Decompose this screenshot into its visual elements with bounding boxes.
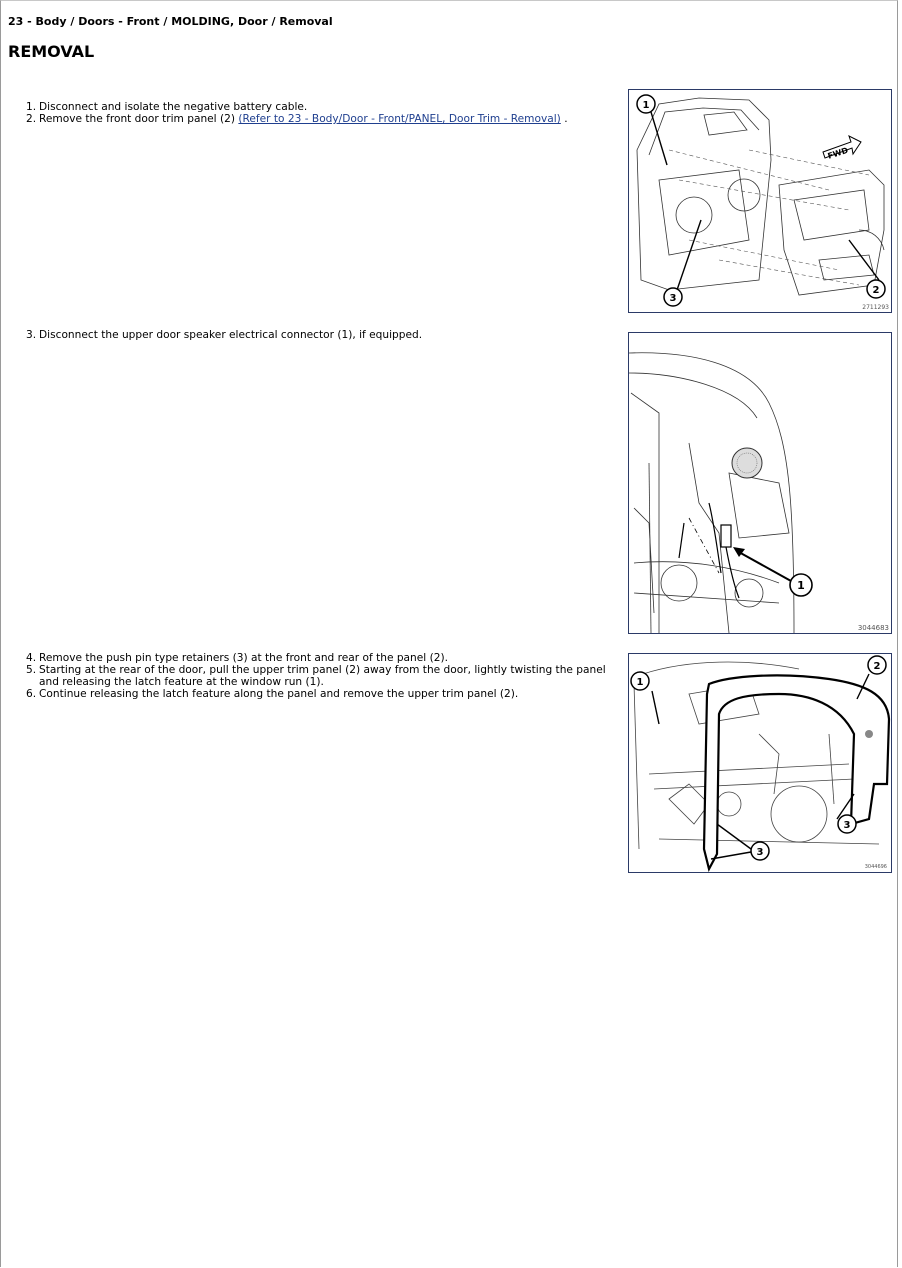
step-text: Disconnect and isolate the negative battery cable. bbox=[39, 101, 308, 113]
svg-text:3: 3 bbox=[756, 847, 764, 858]
step-number: 5. bbox=[26, 664, 37, 676]
svg-text:2: 2 bbox=[873, 661, 881, 672]
svg-text:3: 3 bbox=[843, 820, 851, 831]
step-text: Remove the front door trim panel (2) bbox=[39, 113, 239, 125]
figure-upper-trim-panel bbox=[628, 653, 892, 873]
figure-door-trim-panel bbox=[628, 89, 892, 313]
page-title: REMOVAL bbox=[8, 42, 95, 61]
step-item bbox=[26, 652, 616, 664]
svg-text:1: 1 bbox=[797, 579, 805, 592]
step-text: Starting at the rear of the door, pull the upper trim panel (2) away from the door, lightly twisting the panel and releasing the latch feature at the window run (1). bbox=[39, 664, 606, 688]
figure-speaker-connector bbox=[628, 332, 892, 634]
breadcrumb: 23 - Body / Doors - Front / MOLDING, Door / Removal bbox=[8, 15, 333, 28]
fwd-arrow-icon bbox=[823, 136, 861, 161]
step-suffix: . bbox=[560, 113, 568, 125]
step-item bbox=[26, 688, 616, 700]
step-item bbox=[26, 113, 616, 125]
figure-id: 3044696 bbox=[864, 864, 887, 870]
upper-trim-panel-illustration bbox=[629, 654, 891, 872]
step-text: Continue releasing the latch feature along the panel and remove the upper trim panel (2). bbox=[39, 688, 519, 700]
figure-id: 3044683 bbox=[857, 624, 889, 632]
step-text: Remove the push pin type retainers (3) at the front and rear of the panel (2). bbox=[39, 652, 448, 664]
step-item bbox=[26, 101, 616, 113]
step-number: 2. bbox=[26, 113, 37, 125]
step-text-with-link bbox=[39, 113, 616, 125]
step-number: 3. bbox=[26, 329, 37, 341]
step-item bbox=[26, 329, 616, 341]
step-number: 1. bbox=[26, 101, 37, 113]
step-item bbox=[26, 664, 616, 688]
step-text: Disconnect the upper door speaker electrical connector (1), if equipped. bbox=[39, 329, 423, 341]
upper-trim-panel-outline bbox=[704, 675, 889, 869]
svg-text:2: 2 bbox=[872, 285, 880, 296]
svg-text:3: 3 bbox=[669, 293, 677, 304]
steps-group-2 bbox=[26, 329, 616, 341]
figure-id: 2711293 bbox=[862, 304, 889, 311]
speaker-grille-icon bbox=[732, 448, 762, 478]
steps-group-3 bbox=[26, 652, 616, 700]
speaker-connector-illustration bbox=[629, 333, 891, 633]
fwd-label: FWD bbox=[826, 145, 850, 161]
reference-link[interactable]: (Refer to 23 - Body/Door - Front/PANEL, Door Trim - Removal) bbox=[238, 113, 561, 125]
step-number: 6. bbox=[26, 688, 37, 700]
svg-text:1: 1 bbox=[636, 677, 644, 688]
door-trim-illustration bbox=[629, 90, 891, 312]
svg-text:1: 1 bbox=[642, 100, 650, 111]
steps-group-1 bbox=[26, 101, 616, 125]
step-number: 4. bbox=[26, 652, 37, 664]
